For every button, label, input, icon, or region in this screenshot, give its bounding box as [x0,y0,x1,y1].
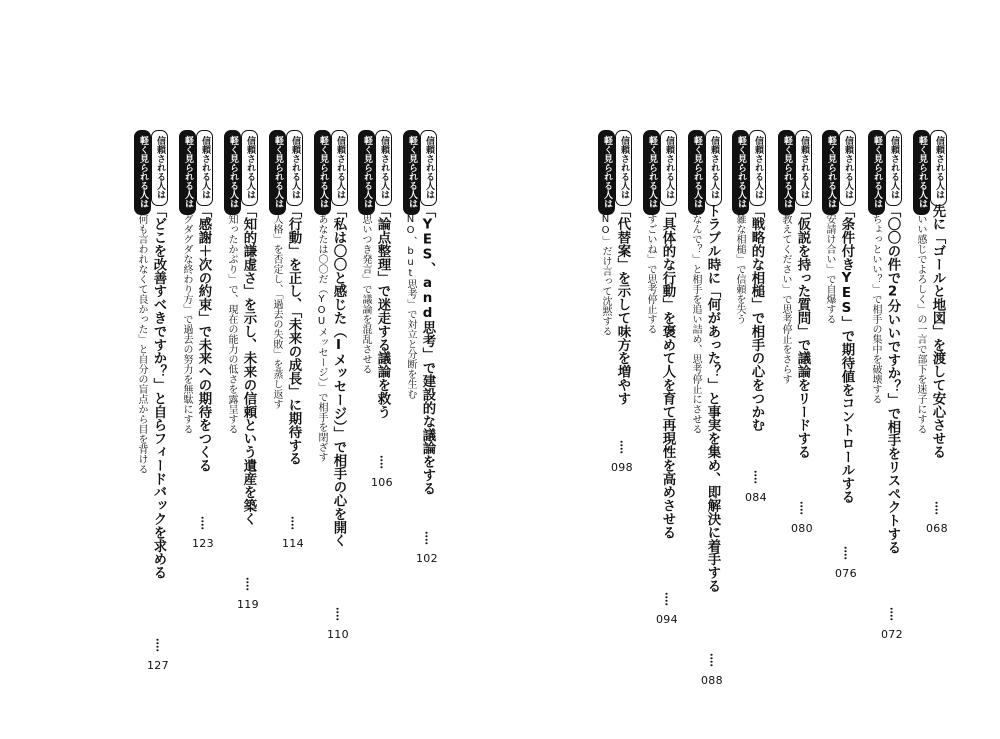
chapter-title: 「条件付きYES」で期待値をコントロールする [839,204,854,504]
trusted-person-badge: 信頼される人は [930,130,947,206]
page-number: 088 [701,673,723,687]
page-number: 080 [791,521,813,535]
right_page-toc-entry[interactable] [821,0,861,739]
chapter-subtitle: 「あなたは〇〇だ（YOUメッセージ）」で相手を閉ざす [316,204,327,462]
trusted-person-badge: 信頼される人は [375,130,392,206]
leader-dots [425,531,428,545]
page-number: 102 [416,552,438,566]
chapter-title: 「戦略的な相槌」で相手の心をつかむ [749,204,764,432]
leader-dots [665,592,668,606]
right_page-toc-entry[interactable] [912,0,952,739]
trusted-person-badge: 信頼される人は [286,130,303,206]
page-number: 106 [371,476,393,490]
chapter-subtitle: 「なんで？」と相手を追い詰め、思考停止にさせる [690,204,701,434]
leader-dots [156,638,159,652]
chapter-subtitle: 「雑な相槌」で信頼を失う [734,204,745,324]
chapter-subtitle: 「知ったかぶり」で、現在の能力の低さを露呈する [226,204,237,434]
leader-dots [201,516,204,530]
right_page-toc-entry[interactable] [687,0,727,739]
chapter-title: 「仮説を持った質問」で議論をリードする [795,204,810,459]
trusted-person-badge: 信頼される人は [749,130,766,206]
looked-down-person-badge: 軽く見られる人は [732,130,749,215]
page-number: 114 [282,537,304,550]
page-number: 127 [147,658,169,672]
leader-dots [246,577,249,591]
leader-dots [710,653,713,667]
leader-dots [800,501,803,515]
trusted-person-badge: 信頼される人は [331,130,348,206]
chapter-subtitle: 「ちょっといい？」で相手の集中を破壊する [870,204,881,404]
page-number: 119 [237,597,259,611]
left_page-toc-entry[interactable] [133,0,173,739]
trusted-person-badge: 信頼される人は [795,130,812,206]
left_page-toc-entry[interactable] [402,0,442,739]
leader-dots [935,501,938,515]
page-number: 123 [192,537,214,550]
leader-dots [890,607,893,621]
looked-down-person-badge: 軽く見られる人は [403,130,420,215]
chapter-subtitle: 「思いつき発言」で議論を混乱させる [360,204,371,374]
chapter-title: 「感謝＋次の約束」で未来への期待をつくる [196,204,211,472]
page-number: 076 [835,567,857,581]
page-number: 084 [745,491,767,505]
right_page-toc-entry[interactable] [731,0,771,739]
page-number: 068 [926,521,948,535]
chapter-subtitle: 「教えてください」で思考停止をさらす [780,204,791,384]
page-number: 110 [327,628,349,642]
chapter-title: 「具体的な行動」を褒めて人を育て再現性を高めさせる [660,204,675,539]
leader-dots [844,546,847,560]
leader-dots [336,607,339,621]
chapter-subtitle: 「NO、but思考」で対立と分断を生む [405,204,416,399]
left_page-toc-entry[interactable] [178,0,218,739]
chapter-title: 「行動」を正し、「未来の成長」に期待する [286,204,301,466]
page-number: 098 [611,461,633,474]
looked-down-person-badge: 軽く見られる人は [358,130,375,215]
looked-down-person-badge: 軽く見られる人は [224,130,241,215]
right_page-toc-entry[interactable] [867,0,907,739]
chapter-subtitle: 「NO」だけ言って沈黙する [600,204,611,336]
trusted-person-badge: 信頼される人は [196,130,213,206]
chapter-title: 「YES、and思考」で建設的な議論をする [420,204,435,495]
chapter-subtitle: 「グダグダな終わり方」で過去の努力を無駄にする [181,204,192,434]
leader-dots [291,516,294,530]
left_page-toc-entry[interactable] [223,0,263,739]
trusted-person-badge: 信頼される人は [420,130,437,206]
chapter-title: 「どこを改善すべきですか？」と自らフィードバックを求める [151,204,166,580]
trusted-person-badge: 信頼される人は [615,130,632,206]
chapter-title: 「知的謙虚さ」を示し、未来の信頼という遺産を築く [241,204,256,526]
chapter-title: 先に「ゴールと地図」を渡して安心させる [930,204,945,459]
right_page-toc-entry[interactable] [597,0,637,739]
looked-down-person-badge: 軽く見られる人は [269,130,286,215]
left_page-toc-entry[interactable] [313,0,353,739]
looked-down-person-badge: 軽く見られる人は [913,130,930,215]
leader-dots [620,440,623,454]
trusted-person-badge: 信頼される人は [660,130,677,206]
looked-down-person-badge: 軽く見られる人は [598,130,615,215]
chapter-title: 「私は〇〇と感じた（Iメッセージ）」で相手の心を開く [331,204,346,548]
chapter-subtitle: 「いい感じでよろしく」の一言で部下を迷子にする [915,204,926,434]
looked-down-person-badge: 軽く見られる人は [822,130,839,215]
looked-down-person-badge: 軽く見られる人は [134,130,151,215]
chapter-subtitle: 「すごいね」で思考停止する [645,204,656,334]
chapter-title: 「代替案」を示して味方を増やす [615,204,630,405]
right_page-toc-entry[interactable] [642,0,682,739]
leader-dots [754,470,757,484]
looked-down-person-badge: 軽く見られる人は [688,130,705,215]
page-number: 072 [881,628,903,642]
right_page-toc-entry[interactable] [777,0,817,739]
looked-down-person-badge: 軽く見られる人は [643,130,660,215]
chapter-subtitle: 「何も言われなくて良かった」と自分の盲点から目を背ける [136,204,147,474]
trusted-person-badge: 信頼される人は [885,130,902,206]
left_page-toc-entry[interactable] [357,0,397,739]
looked-down-person-badge: 軽く見られる人は [778,130,795,215]
trusted-person-badge: 信頼される人は [241,130,258,206]
chapter-title: トラブル時に「何があった？」と事実を集め、即解決に着手する [705,204,720,593]
trusted-person-badge: 信頼される人は [705,130,722,206]
looked-down-person-badge: 軽く見られる人は [179,130,196,215]
trusted-person-badge: 信頼される人は [839,130,856,206]
chapter-title: 「論点整理」で迷走する議論を救う [375,204,390,419]
page-number: 094 [656,613,678,626]
looked-down-person-badge: 軽く見られる人は [314,130,331,215]
chapter-subtitle: 「人格」を否定し、「過去の失敗」を蒸し返す [271,204,282,409]
chapter-title: 「〇〇の件で2分いいですか？」で相手をリスペクトする [885,204,900,554]
chapter-subtitle: 「安請け合い」で自爆する [824,204,835,324]
trusted-person-badge: 信頼される人は [151,130,168,206]
left_page-toc-entry[interactable] [268,0,308,739]
looked-down-person-badge: 軽く見られる人は [868,130,885,215]
leader-dots [380,455,383,469]
